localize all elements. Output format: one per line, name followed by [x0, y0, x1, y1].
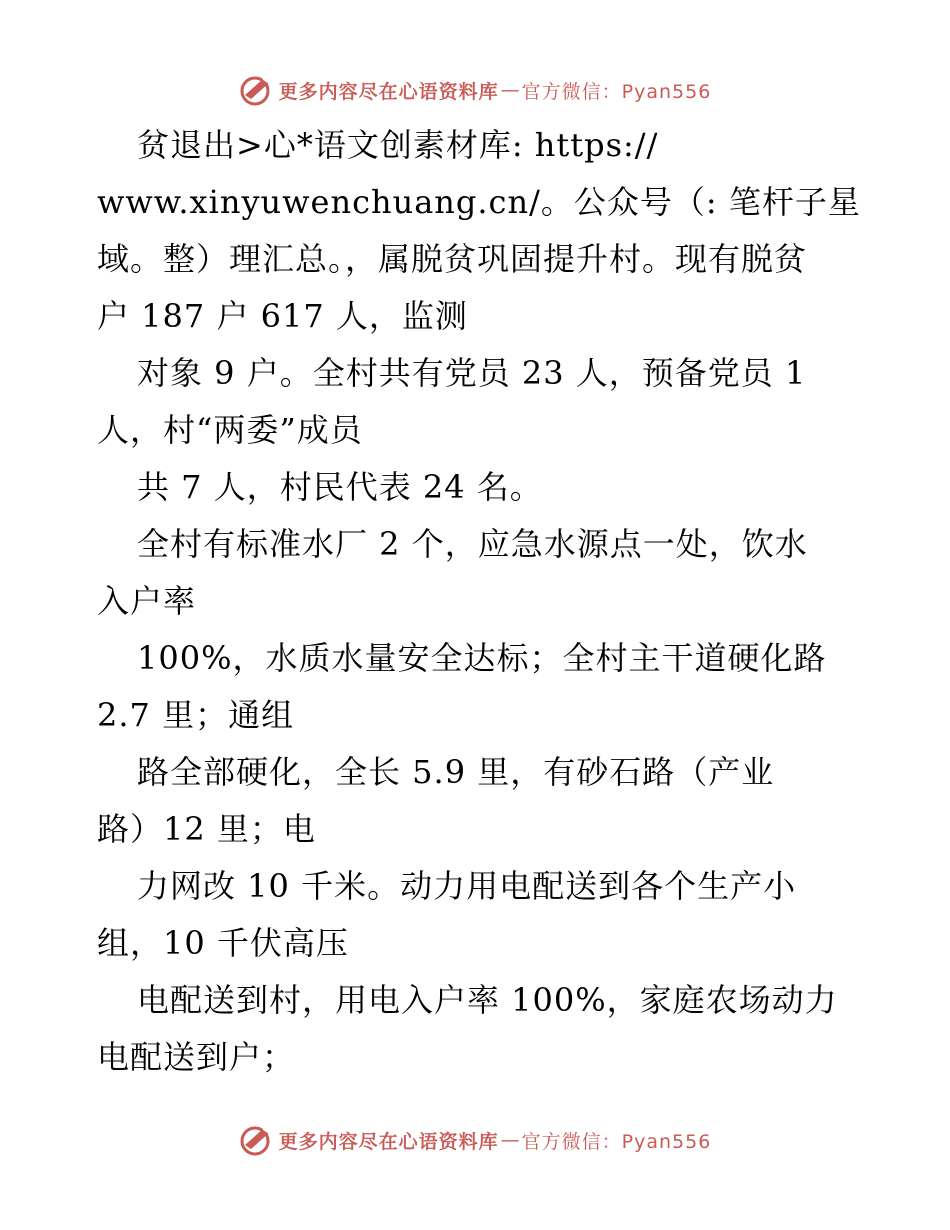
text-line: 共 7 人，村民代表 24 名。 — [137, 468, 543, 506]
text-line: 贫退出>心*语文创素材库: https:// — [137, 126, 659, 164]
watermark-dash: — — [500, 1129, 520, 1151]
text-line: 组，10 千伏高压 — [97, 924, 349, 962]
text-line: 入户率 — [97, 582, 197, 620]
watermark-main-text: 更多内容尽在心语资料库 — [278, 80, 499, 103]
text-line: 100%，水质水量安全达标；全村主干道硬化路 — [137, 639, 827, 677]
watermark-wechat-text: 官方微信：Pyan556 — [521, 1130, 712, 1153]
watermark-wechat-text: 官方微信：Pyan556 — [521, 80, 712, 103]
watermark-main-text: 更多内容尽在心语资料库 — [278, 1130, 499, 1153]
footer-watermark — [0, 1120, 950, 1160]
header-watermark — [0, 70, 950, 110]
pen-logo-icon — [239, 1123, 273, 1157]
pen-logo-icon — [239, 73, 273, 107]
text-line: 电配送到村，用电入户率 100%，家庭农场动力 — [137, 981, 838, 1019]
watermark-dash: — — [500, 79, 520, 101]
document-body — [97, 117, 861, 1086]
text-line: 电配送到户； — [97, 1038, 296, 1076]
text-line: 对象 9 户。全村共有党员 23 人，预备党员 1 — [137, 354, 807, 392]
text-line: 路全部硬化，全长 5.9 里，有砂石路（产业 — [137, 753, 775, 791]
text-line: 人，村“两委”成员 — [97, 411, 363, 449]
text-line: 力网改 10 千米。动力用电配送到各个生产小 — [137, 867, 797, 905]
text-line: 全村有标准水厂 2 个，应急水源点一处，饮水 — [137, 525, 808, 563]
text-line: 2.7 里；通组 — [97, 696, 295, 734]
text-line: 路）12 里；电 — [97, 810, 316, 848]
text-line: 户 187 户 617 人，监测 — [97, 297, 468, 335]
text-line: 域。整）理汇总。，属脱贫巩固提升村。现有脱贫 — [97, 240, 808, 278]
text-line: www.xinyuwenchuang.cn/。公众号（: 笔杆子星 — [97, 183, 861, 221]
